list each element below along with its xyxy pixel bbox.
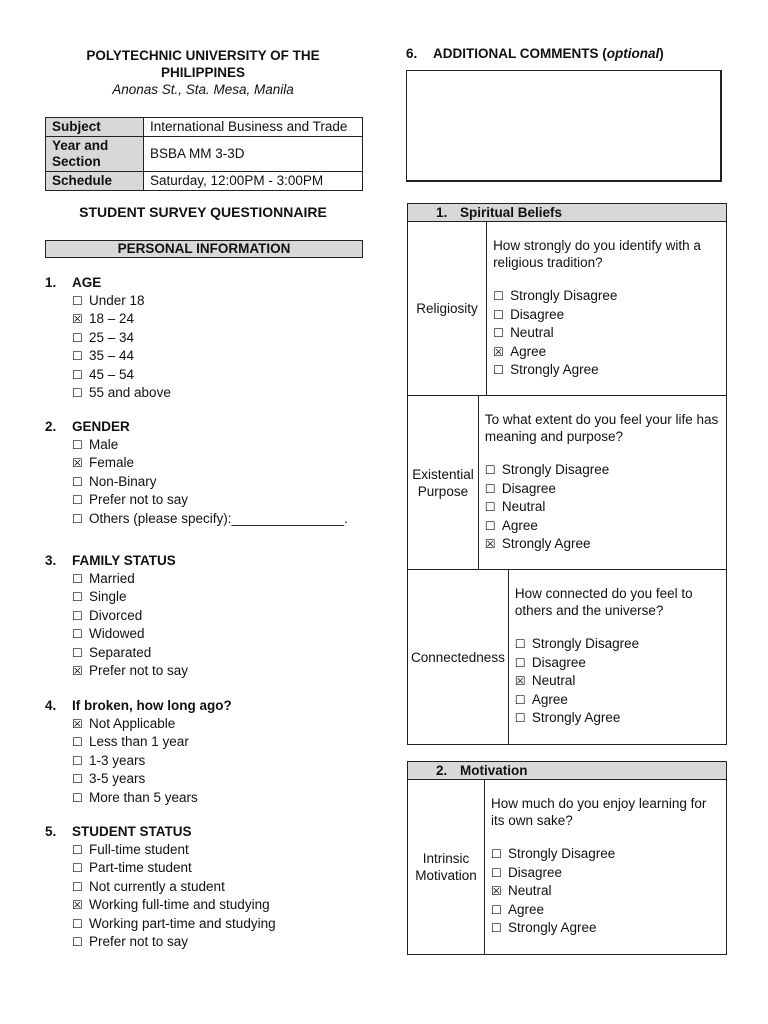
likert-question-cell: [479, 396, 726, 569]
checkbox-icon[interactable]: ☐: [72, 349, 83, 364]
checkbox-icon[interactable]: ☐: [72, 861, 83, 876]
question-gender: [45, 418, 348, 528]
info-label: Schedule: [46, 172, 144, 191]
likert-options: [491, 845, 720, 938]
checkbox-icon[interactable]: ☐: [72, 474, 83, 489]
likert-options: [515, 635, 720, 728]
option-list: [45, 715, 232, 807]
option-item[interactable]: [72, 588, 188, 606]
checkbox-icon[interactable]: ☐: [484, 481, 496, 496]
checkbox-icon[interactable]: ☐: [514, 711, 526, 725]
likert-row: [408, 396, 726, 570]
dimension-label: Intrinsic Motivation: [408, 780, 485, 954]
course-info-table: [45, 117, 363, 191]
option-label: 1-3 years: [89, 752, 146, 768]
option-item[interactable]: [515, 654, 720, 673]
likert-options: [493, 287, 720, 380]
checkbox-icon[interactable]: ☐: [491, 847, 502, 861]
option-label: Strongly Disagree: [510, 288, 618, 303]
checkbox-icon[interactable]: ☐: [72, 572, 83, 586]
checkbox-icon[interactable]: ☐: [514, 637, 526, 651]
option-label: 3-5 years: [89, 771, 146, 787]
block-title: Spiritual Beliefs: [460, 205, 563, 220]
option-label: 18 – 24: [89, 311, 135, 327]
option-label: 55 and above: [89, 385, 171, 401]
option-item[interactable]: [72, 752, 232, 770]
info-value: Saturday, 12:00PM - 3:00PM: [144, 172, 363, 191]
university-header: [44, 47, 362, 98]
checkbox-icon[interactable]: ☐: [72, 627, 83, 642]
question-number: 5.: [45, 824, 57, 839]
block-title: Motivation: [460, 763, 528, 778]
option-item[interactable]: [72, 454, 348, 472]
question-heading: [45, 823, 276, 841]
checkbox-icon[interactable]: ☐: [491, 902, 502, 917]
option-item[interactable]: [493, 324, 720, 343]
option-item[interactable]: [491, 882, 720, 901]
option-item[interactable]: [72, 292, 171, 310]
survey-title: STUDENT SURVEY QUESTIONNAIRE: [79, 204, 327, 220]
option-label: Prefer not to say: [89, 934, 189, 950]
checkbox-icon[interactable]: ☐: [72, 493, 83, 508]
option-item[interactable]: [491, 845, 720, 864]
option-label: Male: [89, 437, 119, 452]
option-label: Neutral: [508, 883, 552, 898]
option-item[interactable]: [493, 343, 720, 362]
option-label: Not Applicable: [89, 716, 176, 731]
question-number: 4.: [45, 698, 57, 713]
option-item[interactable]: [72, 715, 232, 733]
block-spiritual-beliefs: [407, 203, 727, 745]
option-item[interactable]: [72, 789, 232, 807]
checkbox-icon[interactable]: ☐: [72, 879, 83, 894]
comments-title-text: ADDITIONAL COMMENTS (: [433, 46, 607, 61]
option-label: Strongly Disagree: [501, 462, 610, 477]
option-item[interactable]: [72, 366, 171, 384]
option-item[interactable]: [72, 859, 276, 877]
option-label: Disagree: [510, 306, 565, 322]
option-label: Disagree: [501, 480, 556, 496]
option-label: Less than 1 year: [89, 734, 189, 750]
likert-row: [408, 222, 726, 396]
block-heading: [408, 204, 726, 222]
info-value: BSBA MM 3-3D: [144, 137, 363, 172]
likert-row: [408, 570, 726, 744]
option-item[interactable]: [72, 329, 171, 347]
option-list: [45, 841, 276, 951]
info-row-year-section: [46, 137, 363, 172]
option-label: Full-time student: [89, 842, 189, 857]
option-item[interactable]: [493, 361, 720, 380]
checkbox-icon[interactable]: ☐: [484, 518, 496, 533]
block-number: 1.: [436, 205, 448, 220]
comments-number: 6.: [406, 46, 418, 61]
option-item[interactable]: [72, 933, 276, 951]
info-row-subject: [46, 118, 363, 137]
dimension-label: Connectedness: [408, 570, 509, 744]
likert-question-cell: [485, 780, 726, 954]
option-label: Agree: [510, 343, 547, 359]
option-item[interactable]: [72, 733, 232, 751]
option-item[interactable]: [485, 498, 720, 517]
option-item[interactable]: [72, 662, 188, 680]
checkbox-icon[interactable]: ☐: [72, 735, 83, 750]
option-label: Married: [89, 571, 135, 586]
option-label: Working part-time and studying: [89, 915, 276, 931]
option-item[interactable]: [485, 517, 720, 536]
checked-box-icon[interactable]: ☒: [514, 674, 526, 688]
option-label: Widowed: [89, 626, 145, 642]
option-label: Prefer not to say: [89, 663, 189, 679]
option-item[interactable]: [72, 384, 171, 402]
comments-optional: optional: [606, 46, 660, 61]
option-label: Working full-time and studying: [89, 897, 270, 913]
info-label: Subject: [46, 118, 144, 137]
likert-question: How strongly do you identify with a religious tradition?: [493, 238, 701, 270]
option-item[interactable]: [515, 709, 720, 728]
option-item[interactable]: [493, 306, 720, 325]
checkbox-icon[interactable]: ☐: [72, 935, 83, 950]
option-label: More than 5 years: [89, 789, 198, 805]
likert-question: To what extent do you feel your life has meaning and purpose?: [484, 412, 719, 444]
option-item[interactable]: [485, 480, 720, 499]
option-item[interactable]: [491, 901, 720, 920]
option-item[interactable]: [491, 864, 720, 883]
option-item[interactable]: [72, 310, 171, 328]
option-label: Disagree: [531, 654, 586, 670]
option-label: Neutral: [501, 499, 546, 514]
option-item[interactable]: [491, 919, 720, 938]
option-item[interactable]: [72, 878, 276, 896]
question-title: AGE: [72, 275, 102, 290]
option-label: Strongly Disagree: [508, 846, 616, 861]
checkbox-icon[interactable]: ☐: [491, 865, 502, 880]
checked-box-icon[interactable]: ☒: [484, 537, 496, 551]
option-label: Strongly Agree: [508, 920, 597, 935]
personal-info-header: PERSONAL INFORMATION: [45, 240, 363, 258]
comments-box[interactable]: [406, 70, 722, 182]
question-heading: [45, 697, 232, 715]
likert-row: [408, 780, 726, 954]
checkbox-icon[interactable]: ☐: [72, 772, 83, 787]
checkbox-icon[interactable]: ☐: [72, 590, 83, 605]
checkbox-icon[interactable]: ☐: [72, 916, 83, 931]
checked-box-icon[interactable]: ☒: [72, 664, 83, 679]
option-label: Agree: [508, 901, 545, 917]
checkbox-icon[interactable]: ☐: [72, 511, 83, 526]
option-item[interactable]: [72, 644, 188, 662]
checkbox-icon[interactable]: ☐: [491, 921, 502, 935]
checkbox-icon[interactable]: ☐: [72, 608, 83, 623]
checked-box-icon[interactable]: ☒: [493, 344, 504, 359]
checkbox-icon[interactable]: ☐: [72, 294, 83, 308]
question-number: 2.: [45, 419, 57, 434]
option-item[interactable]: [485, 535, 720, 554]
checkbox-icon[interactable]: ☐: [493, 326, 504, 340]
option-item[interactable]: [515, 635, 720, 654]
info-value: International Business and Trade: [144, 118, 363, 137]
option-item[interactable]: [72, 915, 276, 933]
option-label: Neutral: [510, 325, 554, 340]
option-label: Prefer not to say: [89, 492, 189, 508]
likert-question-cell: [509, 570, 726, 744]
option-label: Strongly Agree: [510, 362, 599, 377]
option-label: 25 – 34: [89, 329, 135, 345]
question-family-status: [45, 552, 188, 680]
option-item[interactable]: [72, 436, 348, 454]
question-heading: [45, 418, 348, 436]
checkbox-icon[interactable]: ☐: [72, 367, 83, 382]
checked-box-icon[interactable]: ☒: [72, 898, 83, 913]
checked-box-icon[interactable]: ☒: [72, 456, 83, 471]
option-label: Separated: [89, 644, 152, 660]
likert-question: How much do you enjoy learning for its own sake?: [491, 796, 707, 828]
university-name: POLYTECHNIC UNIVERSITY OF THE PHILIPPINES: [86, 48, 320, 80]
likert-question: How connected do you feel to others and the universe?: [514, 586, 693, 618]
checked-box-icon[interactable]: ☒: [72, 312, 83, 327]
block-heading: [408, 762, 726, 780]
checkbox-icon[interactable]: ☐: [514, 655, 526, 670]
option-item[interactable]: [515, 672, 720, 691]
question-title: If broken, how long ago?: [72, 698, 232, 713]
option-label: 45 – 54: [89, 366, 135, 382]
option-item[interactable]: [72, 607, 188, 625]
option-label: Agree: [501, 517, 538, 533]
option-label: Divorced: [89, 607, 143, 623]
option-item[interactable]: [515, 691, 720, 710]
option-label: Non-Binary: [89, 473, 157, 489]
option-list: [45, 292, 171, 402]
checkbox-icon[interactable]: ☐: [514, 692, 526, 707]
question-number: 1.: [45, 275, 57, 290]
block-motivation: [407, 761, 727, 955]
question-number: 3.: [45, 553, 57, 568]
comments-title: [433, 46, 664, 61]
option-item[interactable]: [72, 896, 276, 914]
option-item[interactable]: [72, 625, 188, 643]
checkbox-icon[interactable]: ☐: [484, 500, 496, 514]
block-number: 2.: [436, 763, 448, 778]
option-label: Part-time student: [89, 860, 192, 876]
dimension-label: Existential Purpose: [408, 396, 479, 569]
checked-box-icon[interactable]: ☒: [491, 884, 502, 898]
checked-box-icon[interactable]: ☒: [72, 717, 83, 731]
option-item[interactable]: [493, 287, 720, 306]
question-student-status: [45, 823, 276, 951]
question-age: [45, 274, 171, 402]
option-list: [45, 436, 348, 528]
info-label: Year and Section: [46, 137, 144, 172]
checkbox-icon[interactable]: ☐: [72, 386, 83, 401]
checkbox-icon[interactable]: ☐: [72, 753, 83, 768]
option-label: Strongly Agree: [501, 536, 591, 551]
option-item[interactable]: [72, 841, 276, 859]
option-label: Disagree: [508, 864, 563, 880]
checkbox-icon[interactable]: ☐: [72, 790, 83, 805]
option-item[interactable]: [72, 473, 348, 491]
question-heading: [45, 274, 171, 292]
option-list: [45, 570, 188, 680]
comments-close: ): [659, 46, 664, 61]
option-label: Others (please specify):_______________.: [89, 510, 348, 526]
option-label: Under 18: [89, 293, 145, 308]
option-item[interactable]: [72, 347, 171, 365]
checkbox-icon[interactable]: ☐: [72, 438, 83, 452]
checkbox-icon[interactable]: ☐: [72, 330, 83, 345]
option-label: Single: [89, 589, 127, 605]
option-item[interactable]: [485, 461, 720, 480]
info-row-schedule: [46, 172, 363, 191]
option-item[interactable]: [72, 491, 348, 509]
likert-options: [485, 461, 720, 554]
comments-heading: [406, 46, 664, 61]
checkbox-icon[interactable]: ☐: [72, 843, 83, 857]
option-label: Strongly Disagree: [531, 636, 640, 651]
option-label: Neutral: [531, 673, 576, 688]
option-label: Agree: [531, 691, 568, 707]
question-title: FAMILY STATUS: [72, 553, 176, 568]
likert-question-cell: [487, 222, 726, 395]
checkbox-icon[interactable]: ☐: [493, 289, 504, 303]
option-label: Not currently a student: [89, 878, 225, 894]
option-item[interactable]: [72, 770, 232, 788]
option-label: 35 – 44: [89, 348, 135, 364]
checkbox-icon[interactable]: ☐: [484, 463, 496, 477]
question-title: GENDER: [72, 419, 130, 434]
option-label: Female: [89, 455, 135, 471]
checkbox-icon[interactable]: ☐: [493, 307, 504, 322]
university-address: Anonas St., Sta. Mesa, Manila: [112, 82, 294, 97]
question-broken-how-long: [45, 697, 232, 807]
option-item[interactable]: [72, 570, 188, 588]
option-item[interactable]: [72, 510, 348, 528]
option-label: Strongly Agree: [531, 710, 621, 725]
question-heading: [45, 552, 188, 570]
checkbox-icon[interactable]: ☐: [72, 645, 83, 660]
dimension-label: Religiosity: [408, 222, 487, 395]
checkbox-icon[interactable]: ☐: [493, 363, 504, 377]
question-title: STUDENT STATUS: [72, 824, 192, 839]
